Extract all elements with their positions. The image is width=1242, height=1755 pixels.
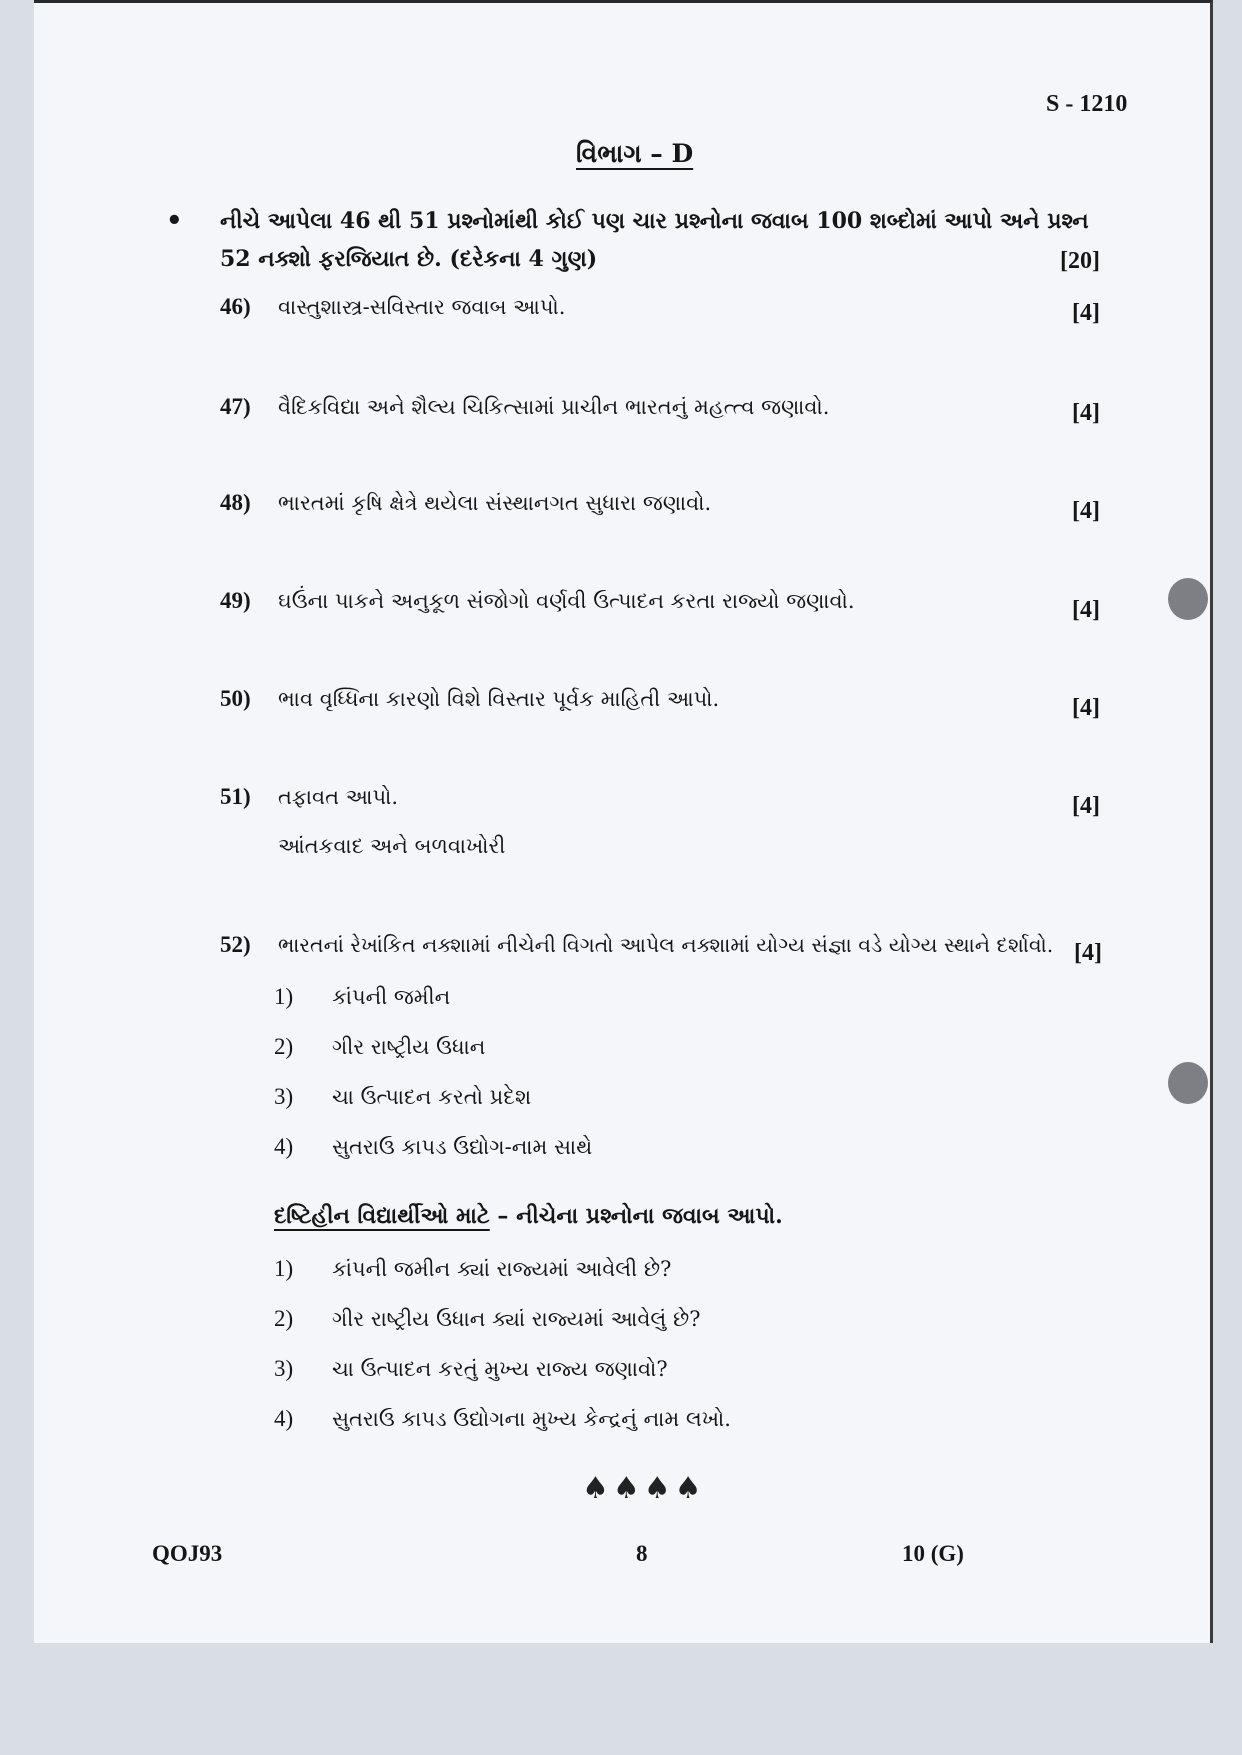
question-number: 50) [220,686,251,711]
question-number: 51) [220,784,251,809]
question-marks: [4] [1072,300,1100,326]
instruction-marks: [20] [1060,248,1100,274]
footer-code: QOJ93 [152,1541,223,1566]
question-marks: [4] [1072,695,1100,721]
paper-code: S - 1210 [1046,91,1128,117]
blind-students-heading [274,1203,783,1229]
list-item-number: 3) [274,1356,294,1381]
question-marks: [4] [1072,400,1100,426]
question-text: વૈદિકવિદ્યા અને શૈલ્ય ચિકિત્સામાં પ્રાચીન ભારતનું મહત્ત્વ જણાવો. [278,395,830,419]
list-item: સુતરાઉ કાપડ ઉદ્યોગના મુખ્ય કેન્દ્રનું નામ લખો. [332,1407,731,1431]
question-subtext: આંતકવાદ અને બળવાખોરી [278,834,506,858]
question-marks: [4] [1072,793,1100,819]
list-item: ચા ઉત્પાદન કરતું મુખ્ય રાજ્ય જણાવો? [332,1357,668,1381]
question-text: ભારતનાં રેખાંકિત નક્શામાં નીચેની વિગતો આપેલ નક્શામાં યોગ્ય સંજ્ઞા વડે યોગ્ય સ્થાને દર્શાવો. [278,933,1054,957]
list-item: સુતરાઉ કાપડ ઉદ્યોગ-નામ સાથે [332,1135,593,1159]
list-item-number: 1) [274,1256,294,1281]
question-marks: [4] [1072,498,1100,524]
blind-heading-underlined: દષ્ટિહીન વિદ્યાર્થીઓ માટે [274,1203,490,1229]
list-item-number: 2) [274,1034,294,1059]
list-item-number: 3) [274,1084,294,1109]
list-item-number: 2) [274,1306,294,1331]
list-item: કાંપની જમીન [332,985,451,1009]
question-text: વાસ્તુશાસ્ત્ર-સવિસ્તાર જવાબ આપો. [278,295,566,319]
list-item: કાંપની જમીન ક્યાં રાજ્યમાં આવેલી છે? [332,1257,672,1281]
list-item: ગીર રાષ્ટ્રીય ઉધાન ક્યાં રાજ્યમાં આવેલું છે? [332,1307,701,1331]
end-of-paper-mark: ♠♠♠♠ [582,1471,706,1506]
question-number: 52) [220,932,251,957]
page-number: 8 [636,1541,648,1566]
punch-hole [1168,578,1208,620]
question-text: તફાવત આપો. [278,785,399,809]
exam-page [34,0,1213,1643]
list-item: ગીર રાષ્ટ્રીય ઉધાન [332,1035,486,1059]
list-item: ચા ઉત્પાદન કરતો પ્રદેશ [332,1085,532,1109]
list-item-number: 4) [274,1406,294,1431]
instruction-line-1: નીચે આપેલા 46 થી 51 પ્રશ્નોમાંથી કોઈ પણ ચાર પ્રશ્નોના જવાબ 100 શબ્દોમાં આપો અને પ્રશ્ન [220,208,1089,234]
question-text: ભારતમાં કૃષિ ક્ષેત્રે થયેલા સંસ્થાનગત સુધારા જણાવો. [278,491,712,515]
list-item-number: 4) [274,1134,294,1159]
question-marks: [4] [1072,597,1100,623]
question-number: 47) [220,394,251,419]
question-number: 49) [220,588,251,613]
question-number: 48) [220,490,251,515]
section-title: વિભાગ – D [576,139,694,168]
question-text: ઘઉંના પાકને અનુકૂળ સંજોગો વર્ણવી ઉત્પાદન કરતા રાજ્યો જણાવો. [278,589,855,613]
question-text: ભાવ વૃધ્ધિના કારણો વિશે વિસ્તાર પૂર્વક માહિતી આપો. [278,687,720,711]
question-number: 46) [220,294,251,319]
punch-hole [1168,1062,1208,1104]
list-item-number: 1) [274,984,294,1009]
blind-heading-rest: – નીચેના પ્રશ્નોના જવાબ આપો. [489,1203,783,1229]
instruction-line-2: 52 નક્શો ફરજિયાત છે. (દરેકના 4 ગુણ) [220,246,598,272]
question-marks: [4] [1074,940,1102,966]
footer-version: 10 (G) [902,1541,964,1566]
bullet: • [166,206,183,236]
